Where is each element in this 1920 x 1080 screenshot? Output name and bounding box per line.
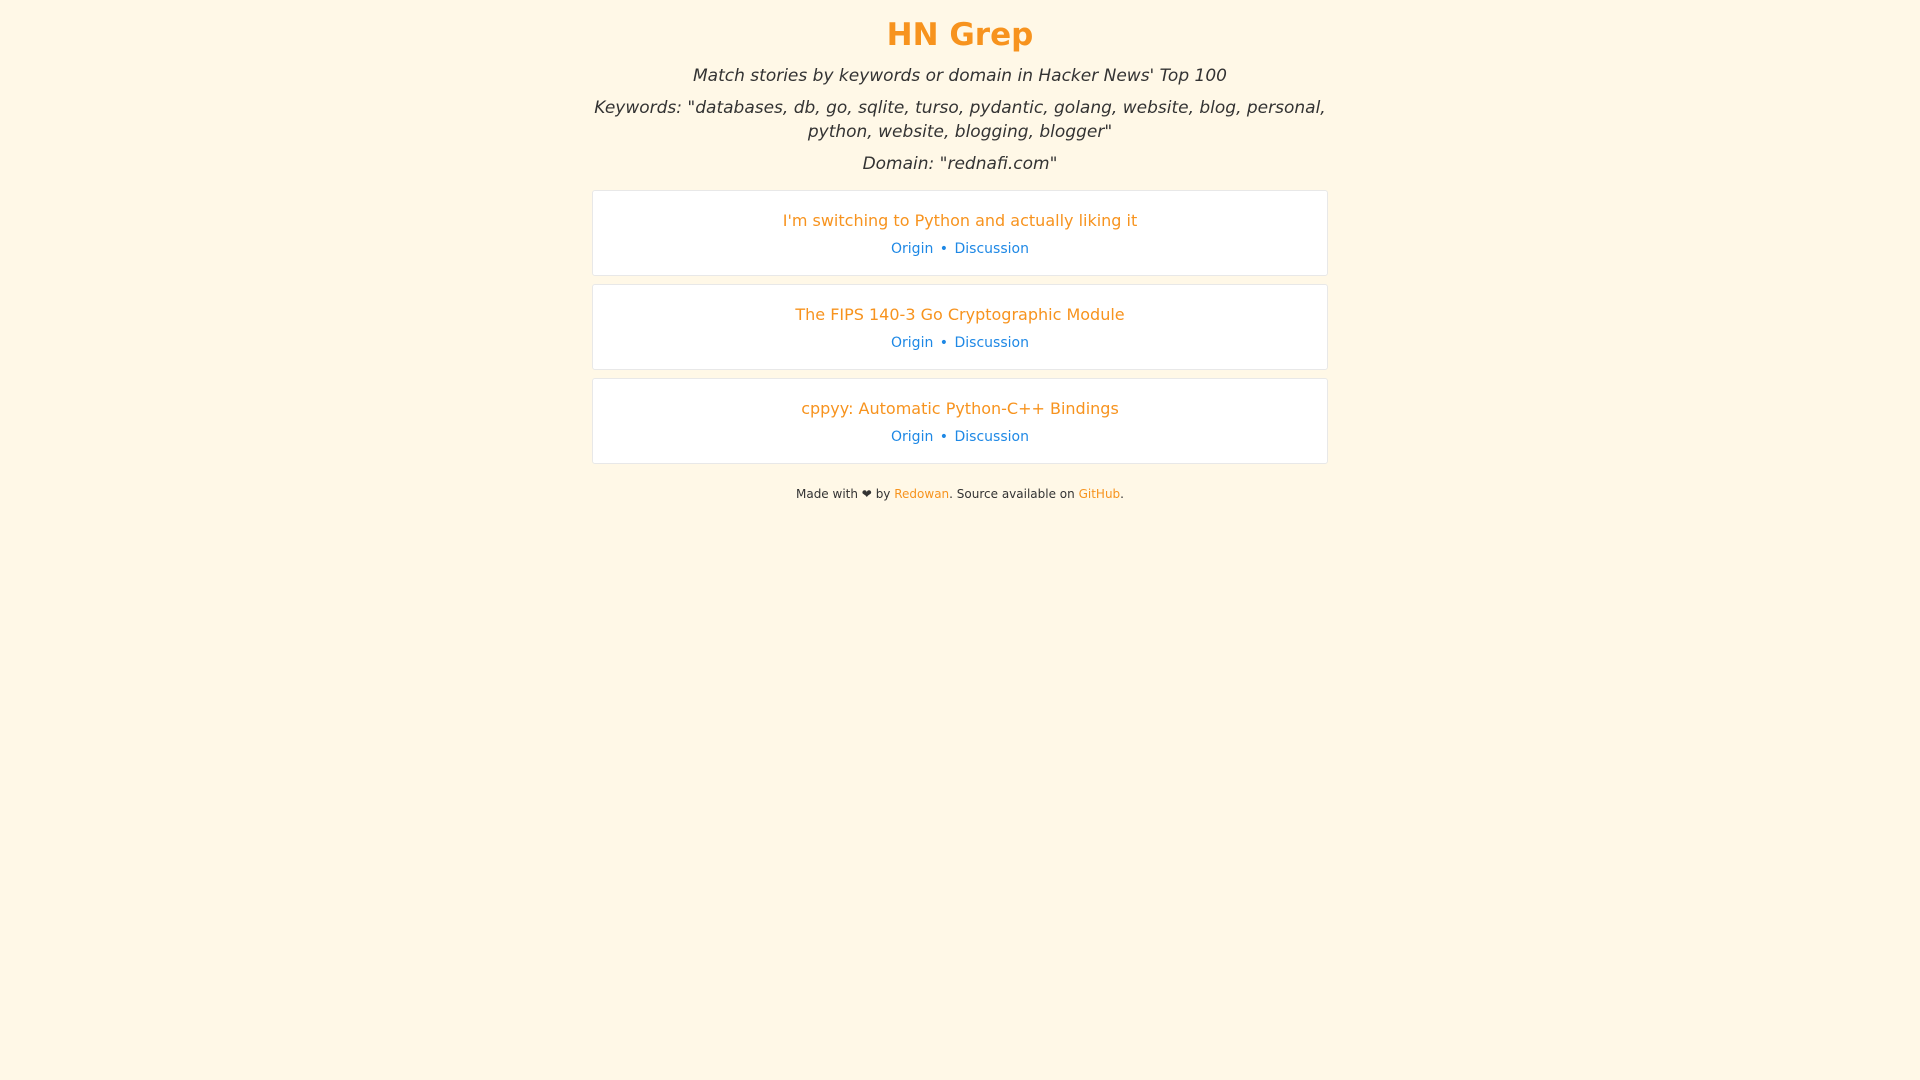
discussion-link[interactable]: Discussion	[954, 241, 1029, 257]
story-links	[593, 334, 1327, 352]
story-card	[592, 190, 1328, 276]
origin-link[interactable]: Origin	[891, 241, 934, 257]
story-title-link[interactable]: The FIPS 140-3 Go Cryptographic Module	[795, 305, 1125, 324]
discussion-link[interactable]: Discussion	[954, 429, 1029, 445]
footer-end: .	[1120, 487, 1124, 501]
story-card	[592, 284, 1328, 370]
author-link[interactable]: Redowan	[894, 487, 950, 501]
footer	[592, 486, 1328, 502]
story-title-link[interactable]: cppyy: Automatic Python-C++ Bindings	[801, 399, 1119, 418]
github-link[interactable]: GitHub	[1078, 487, 1121, 501]
story-links	[593, 240, 1327, 258]
page	[592, 0, 1328, 502]
footer-by: by	[875, 487, 891, 501]
link-separator: •	[939, 335, 949, 351]
footer-source-text: . Source available on	[949, 487, 1075, 501]
origin-link[interactable]: Origin	[891, 335, 934, 351]
story-card	[592, 378, 1328, 464]
link-separator: •	[939, 429, 949, 445]
story-links	[593, 428, 1327, 446]
heart-icon: ❤	[861, 487, 872, 501]
keywords-filter: Keywords: "databases, db, go, sqlite, turso, pydantic, golang, website, blog, personal, python, website, blogging, blogger"	[594, 98, 1326, 142]
page-subtitle: Match stories by keywords or domain in Hacker News' Top 100	[693, 66, 1227, 86]
story-list	[592, 190, 1328, 464]
story-title-link[interactable]: I'm switching to Python and actually liking it	[782, 211, 1138, 230]
domain-filter: Domain: "rednafi.com"	[862, 154, 1058, 174]
footer-made-with: Made with	[795, 487, 858, 501]
page-title: HN Grep	[886, 17, 1034, 53]
discussion-link[interactable]: Discussion	[954, 335, 1029, 351]
link-separator: •	[939, 241, 949, 257]
origin-link[interactable]: Origin	[891, 429, 934, 445]
